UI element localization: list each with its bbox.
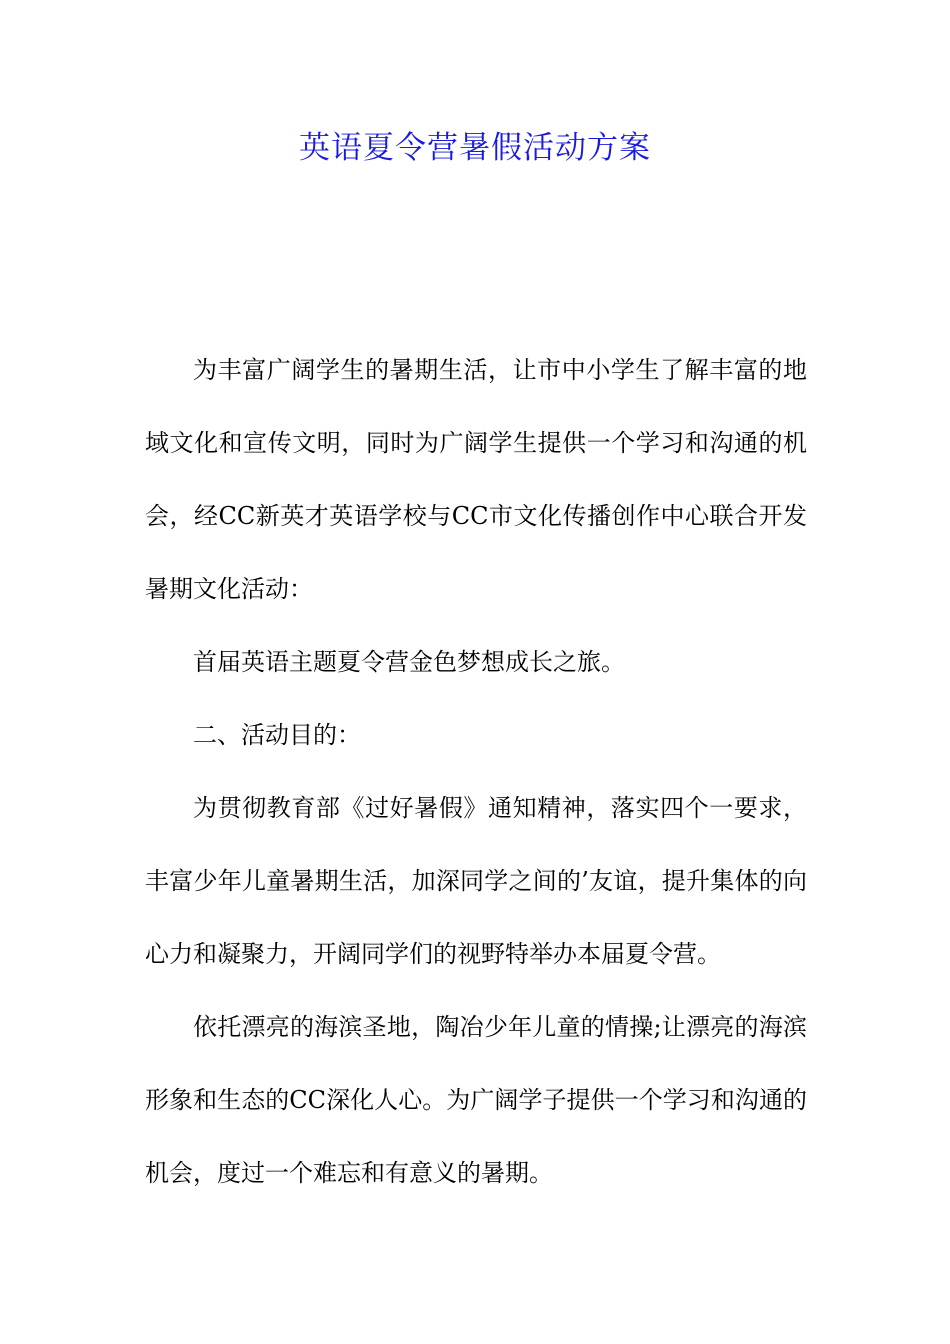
document-body [145, 334, 807, 1210]
paragraph-theme: 首届英语主题夏令营金色梦想成长之旅。 [193, 648, 625, 676]
paragraph-purpose-1: 为贯彻教育部《过好暑假》通知精神，落实四个一要求，丰富少年儿童暑期生活，加深同学之间的’友谊，提升集体的向心力和凝聚力，开阔同学们的视野特举办本届夏令营。 [145, 794, 807, 968]
paragraph-intro: 为丰富广阔学生的暑期生活，让市中小学生了解丰富的地域文化和宣传文明，同时为广阔学生提供一个学习和沟通的机会，经CC新英才英语学校与CC市文化传播创作中心联合开发暑期文化活动： [145, 356, 807, 603]
paragraph-purpose-2: 依托漂亮的海滨圣地，陶冶少年儿童的情操;让漂亮的海滨形象和生态的CC深化人心。为广阔学子提供一个学习和沟通的机会，度过一个难忘和有意义的暑期。 [145, 1013, 807, 1187]
section-heading-purpose: 二、活动目的： [193, 721, 361, 749]
document-title: 英语夏令营暑假活动方案 [299, 130, 651, 166]
